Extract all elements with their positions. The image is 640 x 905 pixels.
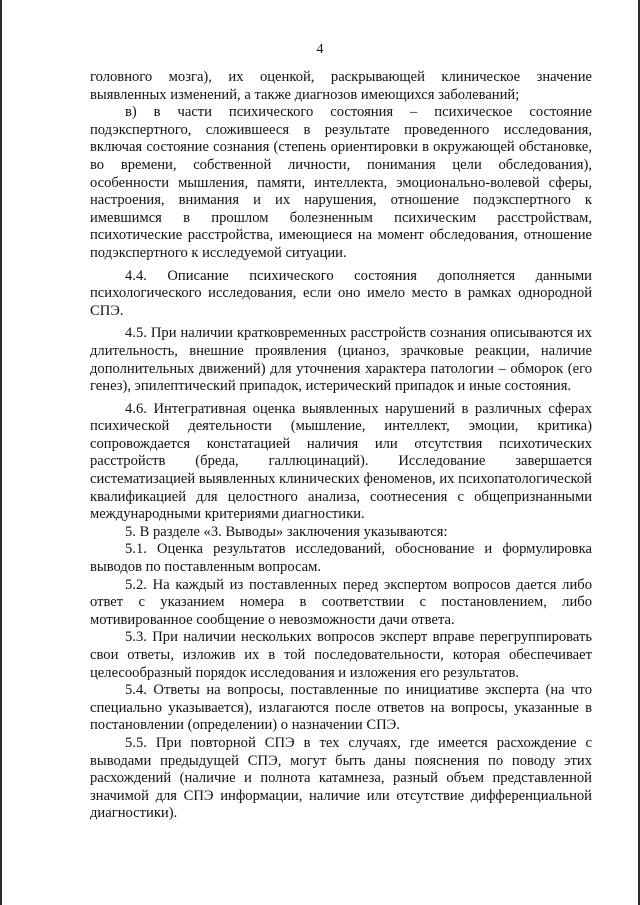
paragraph-5-5: 5.5. При повторной СПЭ в тех случаях, где имеется расхождение с выводами предыдущей СПЭ, могут быть даны пояснения по поводу этих расхождений (наличие и полнота катамнеза, разный объем представленной значимой для СПЭ информации, наличие или отсутствие дифференциальной диагностики). (90, 734, 592, 822)
paragraph-brain-continuation: головного мозга), их оценкой, раскрывающей клиническое значение выявленных изменений, а также диагнозов имеющихся заболеваний; (90, 69, 592, 103)
paragraph-5-1: 5.1. Оценка результатов исследований, обоснование и формулировка выводов по поставленным вопросам. (90, 541, 592, 576)
paragraph-4-4: 4.4. Описание психического состояния дополняется данными психологического исследования, если оно имело место в рамках однородной СПЭ. (90, 267, 592, 319)
paragraph-5-2: 5.2. На каждый из поставленных перед экспертом вопросов дается либо ответ с указанием номера в соответствии с постановлением, либо мотивированное сообщение о невозможности дачи ответа. (90, 576, 592, 628)
paragraph-4-5: 4.5. При наличии кратковременных расстройств сознания описываются их длительность, внешние проявления (цианоз, зрачковые реакции, наличие дополнительных движений) для уточнения характера патологии – обморок (его генез), эпилептический припадок, истерический припадок и иные состояния. (90, 325, 592, 395)
paragraph-5-conclusions: 5. В разделе «3. Выводы» заключения указываются: (125, 523, 448, 540)
document-body (90, 69, 592, 823)
paragraph-5-4: 5.4. Ответы на вопросы, поставленные по инициативе эксперта (на что специально указывается), излагаются после ответов на вопросы, указанные в постановлении (определении) о назначении СПЭ. (90, 682, 592, 734)
paragraph-4-6: 4.6. Интегративная оценка выявленных нарушений в различных сферах психической деятельности (мышление, интеллект, эмоции, критика) сопровождается констатацией наличия или отсутствия психотических расстройств (бреда, галлюцинаций). Исследование завершается систематизацией выявленных клинических феноменов, их психопатологической квалификацией для целостного анализа, соотнесения с общепризнанными международными критериями диагностики. (90, 400, 592, 523)
paragraph-5-3: 5.3. При наличии нескольких вопросов эксперт вправе перегруппировать свои ответы, изложив их в той последовательности, которая обеспечивает целесообразный порядок исследования и изложения его результатов. (90, 629, 592, 681)
paragraph-mental-state: в) в части психического состояния – психическое состояние подэкспертного, сложившееся в результате проведенного исследования, включая состояние сознания (степень ориентировки в окружающей обстановке, во времени, собственной личности, понимания цели обследования), особенности мышления, памяти, интеллекта, эмоционально-волевой сферы, настроения, внимания и их нарушения, отношение подэкспертного к имевшимся в прошлом болезненным психическим расстройствам, психотические расстройства, имеющиеся на момент обследования, отношение подэкспертного к исследуемой ситуации. (90, 104, 592, 261)
page-number: 4 (316, 42, 324, 57)
